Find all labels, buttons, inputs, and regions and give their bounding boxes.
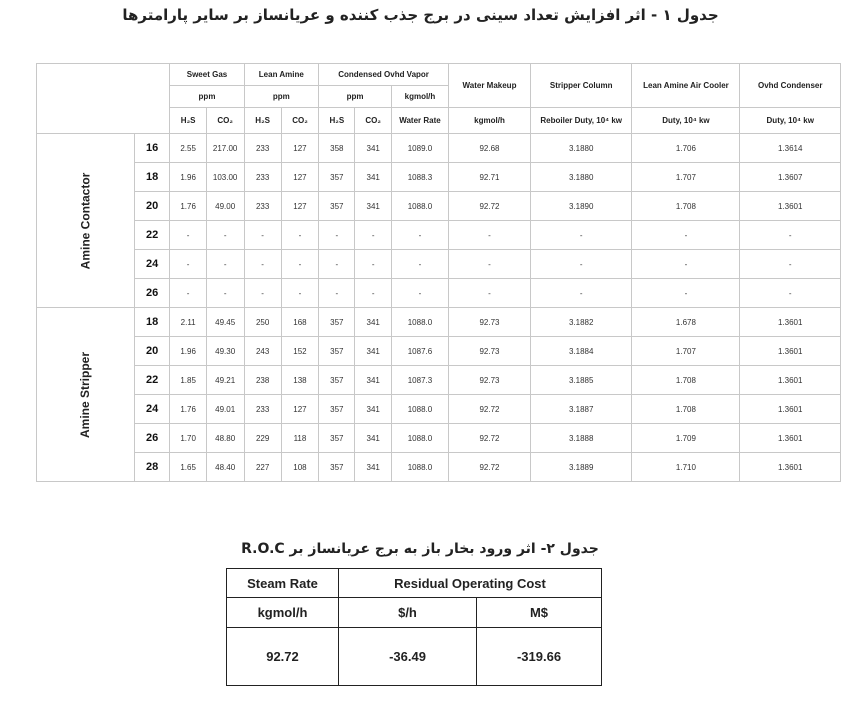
- table-cell: -: [281, 221, 318, 250]
- unit-kgmol: kgmol/h: [227, 598, 339, 628]
- tray-number: 24: [134, 250, 170, 279]
- table-cell: -: [355, 279, 391, 308]
- table-cell: 341: [355, 453, 391, 482]
- table-row: [37, 308, 841, 337]
- steam-rate-value: 92.72: [227, 628, 339, 686]
- tray-number: 24: [134, 395, 170, 424]
- table-cell: 358: [319, 134, 355, 163]
- table-cell: 1.3601: [740, 308, 841, 337]
- table-row: [37, 453, 841, 482]
- table-cell: -: [449, 279, 531, 308]
- table-cell: 49.45: [206, 308, 244, 337]
- tray-number: 26: [134, 424, 170, 453]
- table-cell: 1.3601: [740, 366, 841, 395]
- table-cell: 1.85: [170, 366, 206, 395]
- table-cell: 92.71: [449, 163, 531, 192]
- roc-per-hour-value: -36.49: [339, 628, 477, 686]
- table-cell: -: [170, 250, 206, 279]
- table-cell: 3.1890: [530, 192, 631, 221]
- table-cell: 49.01: [206, 395, 244, 424]
- unit-musd: M$: [477, 598, 602, 628]
- table-cell: 1088.0: [391, 308, 448, 337]
- table-row: [37, 221, 841, 250]
- table-cell: 1087.6: [391, 337, 448, 366]
- table-cell: 1088.0: [391, 395, 448, 424]
- table-cell: 1.3614: [740, 134, 841, 163]
- table-cell: 127: [281, 163, 318, 192]
- table-cell: 341: [355, 163, 391, 192]
- lean-amine-unit: ppm: [244, 86, 319, 108]
- tray-number: 22: [134, 366, 170, 395]
- column-header: Water Rate: [391, 108, 448, 134]
- tray-number: 20: [134, 192, 170, 221]
- table-cell: 1.3601: [740, 395, 841, 424]
- table-cell: 233: [244, 134, 281, 163]
- table-cell: 341: [355, 424, 391, 453]
- roc-musd-value: -319.66: [477, 628, 602, 686]
- table-cell: 1.710: [632, 453, 740, 482]
- table-cell: 49.30: [206, 337, 244, 366]
- table-cell: 238: [244, 366, 281, 395]
- table-cell: -: [281, 279, 318, 308]
- table-cell: -: [740, 279, 841, 308]
- table-cell: 233: [244, 192, 281, 221]
- table-cell: 3.1889: [530, 453, 631, 482]
- table-cell: 357: [319, 424, 355, 453]
- table-row: [37, 163, 841, 192]
- column-header: Duty, 10⁴ kw: [740, 108, 841, 134]
- table-row: [37, 134, 841, 163]
- table-cell: 1.707: [632, 337, 740, 366]
- table-cell: 233: [244, 163, 281, 192]
- table-cell: 108: [281, 453, 318, 482]
- table-cell: 92.73: [449, 337, 531, 366]
- table-cell: 1.3601: [740, 192, 841, 221]
- table-cell: 250: [244, 308, 281, 337]
- table-cell: -: [391, 250, 448, 279]
- table-cell: 357: [319, 366, 355, 395]
- table-cell: -: [206, 279, 244, 308]
- section-label-text: Amine Stripper: [78, 351, 93, 438]
- table-cell: -: [449, 221, 531, 250]
- tray-number: 20: [134, 337, 170, 366]
- table-cell: 1.65: [170, 453, 206, 482]
- table-cell: 1088.0: [391, 192, 448, 221]
- table-cell: 168: [281, 308, 318, 337]
- table-cell: 227: [244, 453, 281, 482]
- table-cell: 1.708: [632, 395, 740, 424]
- table-cell: 1.708: [632, 192, 740, 221]
- table-cell: 92.72: [449, 453, 531, 482]
- table-cell: 1088.0: [391, 424, 448, 453]
- tray-number: 22: [134, 221, 170, 250]
- table-cell: 1.707: [632, 163, 740, 192]
- table-cell: 92.72: [449, 424, 531, 453]
- table-cell: 357: [319, 395, 355, 424]
- section-label: [37, 134, 135, 308]
- sweet-gas-header: Sweet Gas: [170, 64, 244, 86]
- table-cell: 243: [244, 337, 281, 366]
- table-cell: 341: [355, 308, 391, 337]
- table-cell: 341: [355, 395, 391, 424]
- stripper-column-header: Stripper Column: [530, 64, 631, 108]
- table-cell: 92.68: [449, 134, 531, 163]
- column-header: Reboiler Duty, 10⁴ kw: [530, 108, 631, 134]
- residual-cost-header: Residual Operating Cost: [339, 569, 602, 598]
- table-cell: 138: [281, 366, 318, 395]
- table-cell: -: [391, 221, 448, 250]
- table-cell: 2.11: [170, 308, 206, 337]
- table-cell: 357: [319, 453, 355, 482]
- table-cell: 341: [355, 134, 391, 163]
- table-cell: 341: [355, 192, 391, 221]
- table-cell: -: [170, 279, 206, 308]
- table-cell: 1088.0: [391, 453, 448, 482]
- table-cell: 1088.3: [391, 163, 448, 192]
- table-cell: 103.00: [206, 163, 244, 192]
- table-cell: -: [319, 250, 355, 279]
- roc-table: [226, 568, 602, 686]
- column-header: Duty, 10⁴ kw: [632, 108, 740, 134]
- table-cell: -: [530, 221, 631, 250]
- table-cell: 3.1880: [530, 134, 631, 163]
- table-cell: 3.1885: [530, 366, 631, 395]
- table-cell: 217.00: [206, 134, 244, 163]
- table-cell: 92.73: [449, 366, 531, 395]
- table-cell: 357: [319, 192, 355, 221]
- column-header: H₂S: [244, 108, 281, 134]
- table-cell: 1089.0: [391, 134, 448, 163]
- table-cell: 1.3601: [740, 337, 841, 366]
- table-cell: 1.708: [632, 366, 740, 395]
- steam-rate-header: Steam Rate: [227, 569, 339, 598]
- table-cell: -: [244, 279, 281, 308]
- column-header: H₂S: [319, 108, 355, 134]
- table-cell: 357: [319, 308, 355, 337]
- table-cell: 229: [244, 424, 281, 453]
- table-cell: 127: [281, 395, 318, 424]
- unit-per-hour: $/h: [339, 598, 477, 628]
- table-cell: -: [355, 250, 391, 279]
- table-cell: 341: [355, 337, 391, 366]
- tray-number: 18: [134, 163, 170, 192]
- table-cell: 1.96: [170, 163, 206, 192]
- table-row: [37, 337, 841, 366]
- table-cell: -: [355, 221, 391, 250]
- condensed-rate-unit: kgmol/h: [391, 86, 448, 108]
- table-cell: -: [206, 221, 244, 250]
- table-cell: 341: [355, 366, 391, 395]
- table-cell: 1.76: [170, 395, 206, 424]
- table-cell: 1087.3: [391, 366, 448, 395]
- lean-amine-header: Lean Amine: [244, 64, 319, 86]
- table-cell: 1.706: [632, 134, 740, 163]
- table-cell: -: [740, 221, 841, 250]
- table-cell: -: [530, 279, 631, 308]
- water-makeup-header: Water Makeup: [449, 64, 531, 108]
- table-cell: 1.3601: [740, 453, 841, 482]
- table-cell: 357: [319, 163, 355, 192]
- condensed-ppm-unit: ppm: [319, 86, 392, 108]
- table-cell: 233: [244, 395, 281, 424]
- table-cell: 127: [281, 192, 318, 221]
- column-header: CO₂: [206, 108, 244, 134]
- table-cell: 48.80: [206, 424, 244, 453]
- table-cell: 1.96: [170, 337, 206, 366]
- tray-number: 28: [134, 453, 170, 482]
- table-cell: 2.55: [170, 134, 206, 163]
- table-cell: 3.1884: [530, 337, 631, 366]
- column-header: CO₂: [355, 108, 391, 134]
- table1-caption: جدول ۱ - اثر افزایش تعداد سینی در برج جذب کننده و عریانساز بر سایر پارامترها: [122, 6, 719, 24]
- table-row: [37, 366, 841, 395]
- table-cell: 357: [319, 337, 355, 366]
- section-label: [37, 308, 135, 482]
- table-cell: -: [244, 250, 281, 279]
- column-header: H₂S: [170, 108, 206, 134]
- section-label-text: Amine Contactor: [78, 172, 93, 269]
- sweet-gas-unit: ppm: [170, 86, 244, 108]
- table-cell: 3.1887: [530, 395, 631, 424]
- table-cell: 92.72: [449, 395, 531, 424]
- parameters-table: [36, 63, 841, 482]
- table-cell: -: [319, 221, 355, 250]
- table-cell: 152: [281, 337, 318, 366]
- table-cell: 1.3601: [740, 424, 841, 453]
- table-cell: -: [319, 279, 355, 308]
- table-cell: 49.00: [206, 192, 244, 221]
- table-row: [37, 395, 841, 424]
- table-cell: -: [740, 250, 841, 279]
- table-cell: -: [206, 250, 244, 279]
- table-cell: 49.21: [206, 366, 244, 395]
- table-cell: -: [632, 250, 740, 279]
- table-cell: 1.709: [632, 424, 740, 453]
- tray-number: 16: [134, 134, 170, 163]
- table-cell: 3.1882: [530, 308, 631, 337]
- table-cell: 3.1888: [530, 424, 631, 453]
- corner-cell: [37, 64, 170, 134]
- table-row: [37, 424, 841, 453]
- tray-number: 18: [134, 308, 170, 337]
- table-cell: -: [170, 221, 206, 250]
- table-cell: -: [449, 250, 531, 279]
- table-cell: 48.40: [206, 453, 244, 482]
- table-cell: 1.70: [170, 424, 206, 453]
- table-cell: 1.76: [170, 192, 206, 221]
- table-cell: -: [391, 279, 448, 308]
- table-row: [37, 279, 841, 308]
- table-cell: -: [244, 221, 281, 250]
- table-cell: -: [632, 279, 740, 308]
- table-cell: 92.72: [449, 192, 531, 221]
- tray-number: 26: [134, 279, 170, 308]
- table-cell: -: [281, 250, 318, 279]
- table-cell: 127: [281, 134, 318, 163]
- table-cell: 92.73: [449, 308, 531, 337]
- lean-amine-cooler-header: Lean Amine Air Cooler: [632, 64, 740, 108]
- table-cell: 118: [281, 424, 318, 453]
- table-row: [37, 192, 841, 221]
- column-header: CO₂: [281, 108, 318, 134]
- table-cell: -: [530, 250, 631, 279]
- table-row: [37, 250, 841, 279]
- column-header: kgmol/h: [449, 108, 531, 134]
- table-cell: 1.678: [632, 308, 740, 337]
- table-cell: 1.3607: [740, 163, 841, 192]
- ovhd-condenser-header: Ovhd Condenser: [740, 64, 841, 108]
- table-cell: -: [632, 221, 740, 250]
- table-cell: 3.1880: [530, 163, 631, 192]
- table2-caption: جدول ۲- اثر ورود بخار باز به برج عریانساز بر R.O.C: [241, 541, 599, 557]
- condensed-header: Condensed Ovhd Vapor: [319, 64, 449, 86]
